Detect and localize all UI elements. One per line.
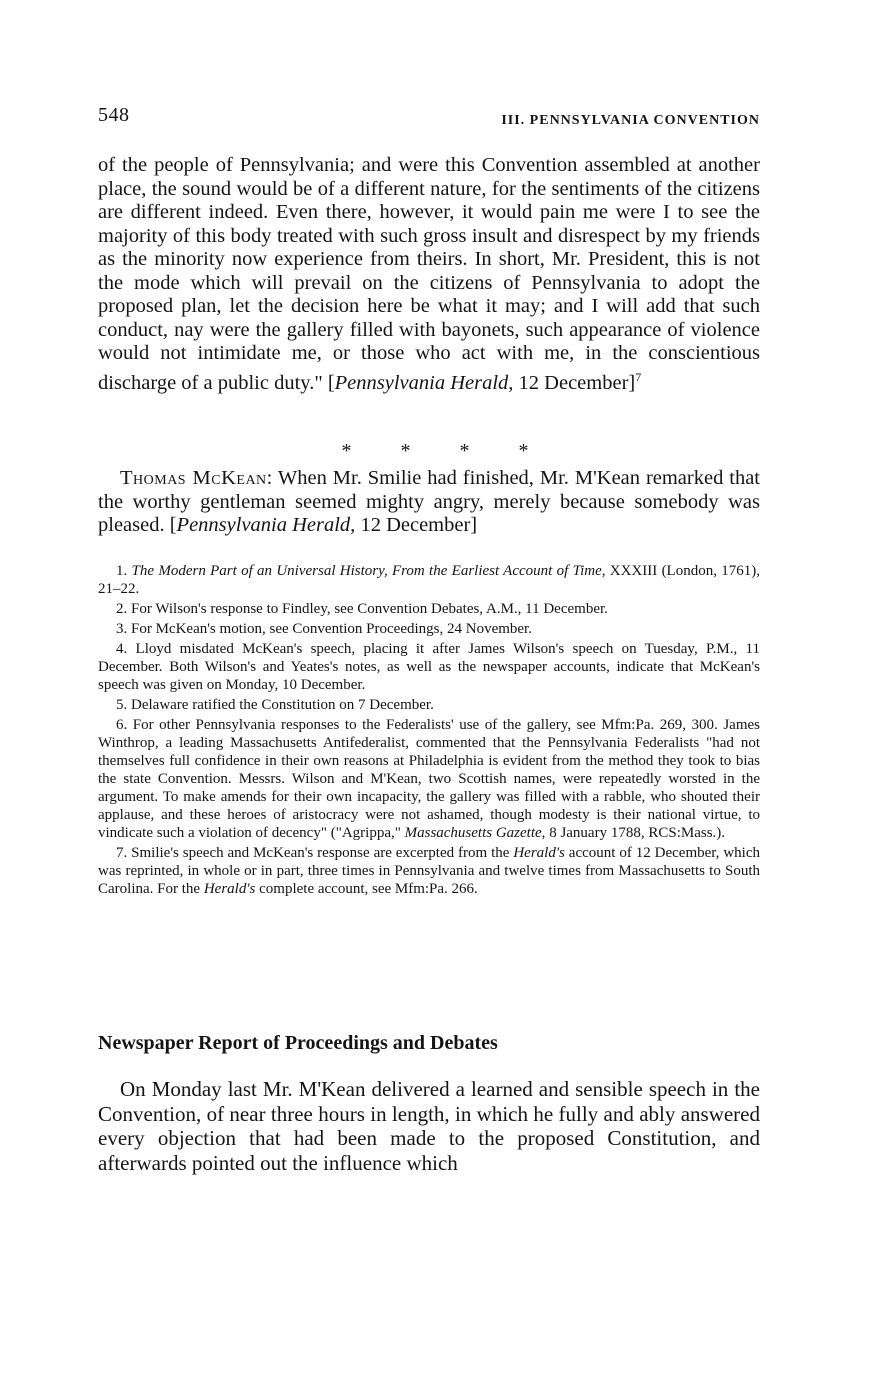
footnote-text: Smilie's speech and McKean's response are excerpted from the xyxy=(131,845,514,861)
footnote-text: Lloyd misdated McKean's speech, placing it after James Wilson's speech on Tuesday, P.M., 11 December. Both Wilson's and Yeates's notes, as well as the newspaper accounts, indicate that McKean's speech was given on Monday, 10 December. xyxy=(98,641,760,693)
page-number: 548 xyxy=(98,104,130,126)
footnote xyxy=(98,716,760,842)
footnote-italic: Herald's xyxy=(203,881,256,897)
footnote-text: complete account, see Mfm:Pa. 266. xyxy=(255,881,478,897)
footnote xyxy=(98,600,760,618)
source-date: 12 December] xyxy=(355,514,478,536)
footnote-text: 8 January 1788, RCS:Mass.). xyxy=(545,825,726,841)
paragraph-newspaper-report: On Monday last Mr. M'Kean delivered a learned and sensible speech in the Convention, of near three hours in length, in which he fully and ably answered every objection that had been made to the proposed Constitution, and afterwards pointed out the influence which xyxy=(98,1077,760,1175)
footnote-ref: 7 xyxy=(635,369,642,384)
footnote-text: For Wilson's response to Findley, see Convention Debates, A.M., 11 December. xyxy=(131,601,608,617)
footnote-italic: The Modern Part of an Universal History, From the Earliest Account of Time, xyxy=(131,563,606,579)
footnote-number: 3. xyxy=(116,621,131,637)
footnote-text: For McKean's motion, see Convention Proceedings, 24 November. xyxy=(131,621,532,637)
footnote-number: 5. xyxy=(116,697,131,713)
footnote-number: 2. xyxy=(116,601,131,617)
footnote-text: XXXIII (London, 1761), 21–22. xyxy=(98,563,761,597)
footnote-text: Delaware ratified the Constitution on 7 December. xyxy=(131,697,434,713)
running-head: III. PENNSYLVANIA CONVENTION xyxy=(501,113,760,128)
footnote xyxy=(98,562,760,598)
source-date: 12 December] xyxy=(513,371,636,394)
footnote-number: 6. xyxy=(116,717,133,733)
speaker-name: Thomas McKean xyxy=(120,467,267,489)
paragraph-text: : When Mr. Smilie had finished, Mr. M'Kean remarked that the worthy gentleman seemed mighty angry, merely because somebody was pleased. [ xyxy=(98,467,761,536)
footnote xyxy=(98,696,760,714)
footnote-text: account of 12 December, which was reprinted, in whole or in part, three times in Pennsylvania and twelve times from Massachusetts to South Carolina. For the xyxy=(98,845,761,897)
paragraph-text: of the people of Pennsylvania; and were this Convention assembled at another place, the sound would be of a different nature, for the sentiments of the citizens are different indeed. Even there, however, it would pain me were I to see the majority of this body treated with such gross insult and disrespect by my friends as the minority now experience from theirs. In short, Mr. President, this is not the mode which will prevail on the citizens of Pennsylvania to adopt the proposed plan, let the decision here be what it may; and I will add that such conduct, nay were the gallery filled with bayonets, such appearance of violence would not intimidate me, or those who act with me, in the conscientious discharge of a public duty." [ xyxy=(98,154,760,394)
footnote-number: 7. xyxy=(116,845,132,861)
footnote-number: 1. xyxy=(116,563,132,579)
section-separator: * * * * xyxy=(341,440,551,462)
footnotes xyxy=(98,562,760,900)
section-heading: Newspaper Report of Proceedings and Debates xyxy=(98,1032,498,1054)
footnote xyxy=(98,620,760,638)
paragraph-mckean xyxy=(98,467,760,538)
source-title: Pennsylvania Herald, xyxy=(334,371,514,394)
footnote-number: 4. xyxy=(116,641,136,657)
footnote-italic: Massachusetts Gazette, xyxy=(404,825,546,841)
footnote xyxy=(98,844,760,898)
footnote-italic: Herald's xyxy=(513,845,565,861)
footnote-text: For other Pennsylvania responses to the Federalists' use of the gallery, see Mfm:Pa. 269, 300. James Winthrop, a leading Massachusetts Antifederalist, commented that the Pennsylvania Federalists "had not themselves full confidence in their own reasons at Philadelphia is evident from the method they took to bias the state Convention. Messrs. Wilson and M'Kean, two Scottish names, were repeatedly worsted in the argument. To make amends for their own incapacity, the gallery was filled with a rabble, who shouted their applause, and these heroes of aristocracy were not ashamed, though modesty is their national virtue, to vindicate such a violation of decency" ("Agrippa," xyxy=(98,717,760,841)
paragraph-speech-end xyxy=(98,154,760,395)
footnote xyxy=(98,640,760,694)
source-title: Pennsylvania Herald, xyxy=(176,514,356,536)
